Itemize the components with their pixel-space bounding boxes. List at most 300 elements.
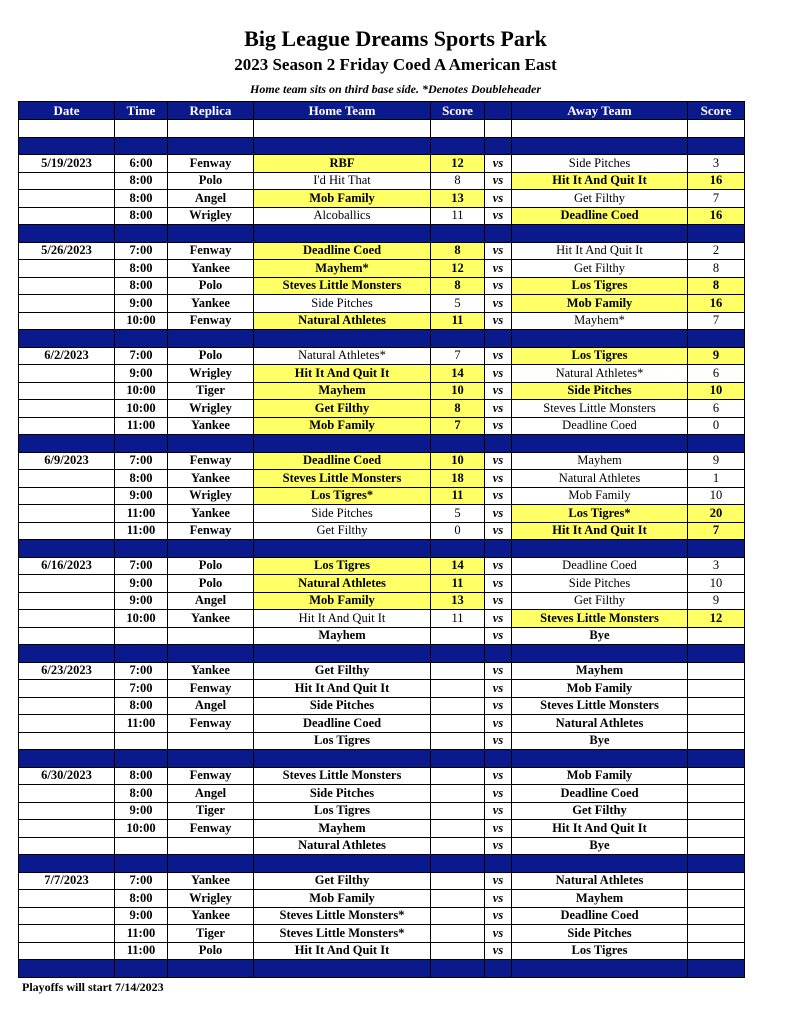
field-cell: Polo <box>168 942 254 960</box>
week-separator <box>19 540 745 558</box>
time-cell: 11:00 <box>115 942 168 960</box>
time-cell: 9:00 <box>115 575 168 593</box>
away-score-cell: 7 <box>688 312 745 330</box>
date-cell <box>19 890 115 908</box>
vs-cell: vs <box>485 697 512 715</box>
date-cell <box>19 382 115 400</box>
away-score-cell <box>688 697 745 715</box>
week-separator-cell <box>19 137 115 155</box>
time-cell: 7:00 <box>115 680 168 698</box>
home-team-cell: Get Filthy <box>254 400 431 418</box>
field-cell: Fenway <box>168 522 254 540</box>
home-score-cell <box>431 697 485 715</box>
week-separator-cell <box>19 750 115 768</box>
game-row <box>19 820 745 838</box>
week-separator <box>19 330 745 348</box>
game-row <box>19 802 745 820</box>
col-header-date: Date <box>19 102 115 120</box>
away-score-cell: 3 <box>688 557 745 575</box>
away-score-cell: 16 <box>688 172 745 190</box>
field-cell <box>168 837 254 855</box>
away-team-cell: Mob Family <box>512 680 688 698</box>
week-separator-cell <box>512 855 688 873</box>
field-cell: Wrigley <box>168 890 254 908</box>
home-team-cell: Steves Little Monsters <box>254 470 431 488</box>
field-cell: Polo <box>168 172 254 190</box>
away-score-cell <box>688 837 745 855</box>
week-separator-cell <box>688 855 745 873</box>
home-score-cell <box>431 627 485 645</box>
home-score-cell <box>431 680 485 698</box>
col-header-away-score: Score <box>688 102 745 120</box>
week-separator <box>19 960 745 978</box>
week-separator-cell <box>512 540 688 558</box>
blank-row-cell <box>168 120 254 138</box>
home-score-cell: 11 <box>431 207 485 225</box>
week-separator-cell <box>688 330 745 348</box>
field-cell: Wrigley <box>168 365 254 383</box>
week-separator-cell <box>168 540 254 558</box>
vs-cell: vs <box>485 382 512 400</box>
week-separator-cell <box>254 435 431 453</box>
away-score-cell <box>688 925 745 943</box>
date-cell <box>19 522 115 540</box>
time-cell: 7:00 <box>115 347 168 365</box>
vs-cell: vs <box>485 925 512 943</box>
week-separator-cell <box>168 330 254 348</box>
vs-cell: vs <box>485 890 512 908</box>
time-cell: 9:00 <box>115 592 168 610</box>
away-team-cell: Natural Athletes <box>512 715 688 733</box>
time-cell: 6:00 <box>115 155 168 173</box>
week-separator-cell <box>485 435 512 453</box>
week-separator-cell <box>485 960 512 978</box>
field-cell: Polo <box>168 277 254 295</box>
home-score-cell: 5 <box>431 505 485 523</box>
home-score-cell <box>431 872 485 890</box>
week-separator-cell <box>688 960 745 978</box>
home-team-cell: Steves Little Monsters <box>254 767 431 785</box>
week-separator-cell <box>688 225 745 243</box>
home-score-cell <box>431 767 485 785</box>
week-separator-cell <box>431 960 485 978</box>
week-separator-cell <box>431 330 485 348</box>
away-team-cell: Mayhem <box>512 662 688 680</box>
blank-row-cell <box>115 120 168 138</box>
home-team-cell: Natural Athletes* <box>254 347 431 365</box>
week-separator-cell <box>19 645 115 663</box>
home-score-cell: 5 <box>431 295 485 313</box>
date-cell: 6/23/2023 <box>19 662 115 680</box>
home-team-cell: Side Pitches <box>254 785 431 803</box>
week-separator-cell <box>512 645 688 663</box>
vs-cell: vs <box>485 715 512 733</box>
vs-cell: vs <box>485 260 512 278</box>
field-cell: Fenway <box>168 452 254 470</box>
date-cell <box>19 785 115 803</box>
game-row <box>19 365 745 383</box>
week-separator-cell <box>254 750 431 768</box>
field-cell <box>168 732 254 750</box>
home-team-cell: Deadline Coed <box>254 242 431 260</box>
week-separator-cell <box>254 225 431 243</box>
game-row <box>19 942 745 960</box>
week-separator-cell <box>688 540 745 558</box>
time-cell: 8:00 <box>115 260 168 278</box>
week-separator <box>19 137 745 155</box>
date-cell <box>19 925 115 943</box>
col-header-home-team: Home Team <box>254 102 431 120</box>
game-row <box>19 680 745 698</box>
week-separator-cell <box>254 645 431 663</box>
date-cell <box>19 312 115 330</box>
date-cell <box>19 907 115 925</box>
date-cell <box>19 610 115 628</box>
date-cell <box>19 837 115 855</box>
vs-cell: vs <box>485 575 512 593</box>
away-score-cell: 10 <box>688 382 745 400</box>
week-separator-cell <box>431 645 485 663</box>
away-team-cell: Get Filthy <box>512 592 688 610</box>
away-team-cell: Mayhem* <box>512 312 688 330</box>
week-separator <box>19 855 745 873</box>
field-cell: Fenway <box>168 680 254 698</box>
home-team-cell: Hit It And Quit It <box>254 680 431 698</box>
date-cell <box>19 680 115 698</box>
header-row <box>19 102 745 120</box>
home-team-cell: I'd Hit That <box>254 172 431 190</box>
home-score-cell: 13 <box>431 190 485 208</box>
home-score-cell: 8 <box>431 172 485 190</box>
page-title: Big League Dreams Sports Park <box>244 26 547 51</box>
home-team-note: Home team sits on third base side. *Denotes Doubleheader <box>250 82 541 96</box>
week-separator-cell <box>19 960 115 978</box>
date-cell <box>19 487 115 505</box>
week-separator-cell <box>19 855 115 873</box>
home-score-cell: 14 <box>431 365 485 383</box>
away-score-cell <box>688 872 745 890</box>
away-team-cell: Bye <box>512 732 688 750</box>
away-team-cell: Mob Family <box>512 487 688 505</box>
away-score-cell <box>688 732 745 750</box>
vs-cell: vs <box>485 417 512 435</box>
game-row <box>19 382 745 400</box>
home-score-cell <box>431 662 485 680</box>
game-row <box>19 767 745 785</box>
away-team-cell: Los Tigres <box>512 942 688 960</box>
home-team-cell: Los Tigres <box>254 732 431 750</box>
week-separator <box>19 225 745 243</box>
time-cell: 11:00 <box>115 417 168 435</box>
home-score-cell: 18 <box>431 470 485 488</box>
away-score-cell <box>688 715 745 733</box>
home-score-cell <box>431 802 485 820</box>
game-row <box>19 697 745 715</box>
week-separator-cell <box>115 960 168 978</box>
field-cell: Yankee <box>168 417 254 435</box>
home-team-cell: Natural Athletes <box>254 575 431 593</box>
home-score-cell <box>431 820 485 838</box>
away-team-cell: Natural Athletes <box>512 470 688 488</box>
game-row <box>19 260 745 278</box>
field-cell: Polo <box>168 557 254 575</box>
game-row <box>19 557 745 575</box>
week-separator-cell <box>115 137 168 155</box>
away-score-cell <box>688 820 745 838</box>
home-team-cell: Alcoballics <box>254 207 431 225</box>
home-team-cell: Steves Little Monsters <box>254 277 431 295</box>
away-team-cell: Deadline Coed <box>512 785 688 803</box>
home-team-cell: Hit It And Quit It <box>254 610 431 628</box>
week-separator-cell <box>254 855 431 873</box>
game-row <box>19 575 745 593</box>
date-cell <box>19 277 115 295</box>
time-cell: 7:00 <box>115 242 168 260</box>
time-cell: 8:00 <box>115 785 168 803</box>
home-team-cell: Natural Athletes <box>254 312 431 330</box>
field-cell <box>168 627 254 645</box>
away-score-cell: 6 <box>688 365 745 383</box>
home-team-cell: Mayhem <box>254 820 431 838</box>
game-row <box>19 470 745 488</box>
home-score-cell: 7 <box>431 347 485 365</box>
away-team-cell: Deadline Coed <box>512 417 688 435</box>
away-team-cell: Bye <box>512 627 688 645</box>
time-cell: 9:00 <box>115 907 168 925</box>
week-separator-cell <box>115 225 168 243</box>
away-score-cell: 9 <box>688 347 745 365</box>
game-row <box>19 662 745 680</box>
time-cell: 10:00 <box>115 382 168 400</box>
away-score-cell: 8 <box>688 277 745 295</box>
time-cell: 8:00 <box>115 207 168 225</box>
vs-cell: vs <box>485 767 512 785</box>
date-cell <box>19 190 115 208</box>
home-score-cell: 11 <box>431 487 485 505</box>
away-score-cell: 16 <box>688 207 745 225</box>
game-row <box>19 715 745 733</box>
week-separator-cell <box>485 540 512 558</box>
vs-cell: vs <box>485 610 512 628</box>
away-score-cell: 7 <box>688 522 745 540</box>
week-separator <box>19 645 745 663</box>
week-separator-cell <box>431 137 485 155</box>
home-team-cell: Steves Little Monsters* <box>254 925 431 943</box>
game-row <box>19 872 745 890</box>
home-score-cell <box>431 732 485 750</box>
week-separator-cell <box>485 225 512 243</box>
week-separator-cell <box>485 645 512 663</box>
away-score-cell <box>688 767 745 785</box>
blank-row-cell <box>512 120 688 138</box>
week-separator-cell <box>115 330 168 348</box>
game-row <box>19 312 745 330</box>
vs-cell: vs <box>485 155 512 173</box>
field-cell: Yankee <box>168 505 254 523</box>
home-score-cell <box>431 715 485 733</box>
away-team-cell: Hit It And Quit It <box>512 820 688 838</box>
game-row <box>19 417 745 435</box>
week-separator <box>19 750 745 768</box>
time-cell: 10:00 <box>115 312 168 330</box>
home-score-cell <box>431 785 485 803</box>
game-row <box>19 505 745 523</box>
game-row <box>19 487 745 505</box>
date-cell <box>19 820 115 838</box>
away-score-cell: 20 <box>688 505 745 523</box>
away-score-cell: 1 <box>688 470 745 488</box>
time-cell: 11:00 <box>115 925 168 943</box>
week-separator-cell <box>254 960 431 978</box>
home-team-cell: Deadline Coed <box>254 715 431 733</box>
time-cell: 7:00 <box>115 452 168 470</box>
field-cell: Wrigley <box>168 400 254 418</box>
field-cell: Fenway <box>168 312 254 330</box>
home-score-cell: 7 <box>431 417 485 435</box>
vs-cell: vs <box>485 592 512 610</box>
home-score-cell: 8 <box>431 400 485 418</box>
field-cell: Fenway <box>168 715 254 733</box>
away-score-cell: 12 <box>688 610 745 628</box>
away-team-cell: Get Filthy <box>512 802 688 820</box>
date-cell <box>19 365 115 383</box>
away-score-cell: 9 <box>688 592 745 610</box>
vs-cell: vs <box>485 680 512 698</box>
home-team-cell: Mayhem <box>254 382 431 400</box>
vs-cell: vs <box>485 907 512 925</box>
vs-cell: vs <box>485 732 512 750</box>
away-team-cell: Side Pitches <box>512 155 688 173</box>
field-cell: Yankee <box>168 295 254 313</box>
home-team-cell: Mayhem <box>254 627 431 645</box>
date-cell <box>19 592 115 610</box>
away-team-cell: Bye <box>512 837 688 855</box>
away-team-cell: Deadline Coed <box>512 557 688 575</box>
time-cell: 7:00 <box>115 557 168 575</box>
game-row <box>19 347 745 365</box>
field-cell: Tiger <box>168 925 254 943</box>
home-score-cell: 10 <box>431 452 485 470</box>
away-score-cell <box>688 680 745 698</box>
time-cell: 8:00 <box>115 172 168 190</box>
week-separator-cell <box>688 435 745 453</box>
game-row <box>19 207 745 225</box>
away-team-cell: Steves Little Monsters <box>512 697 688 715</box>
week-separator-cell <box>19 540 115 558</box>
date-cell <box>19 172 115 190</box>
home-team-cell: Mob Family <box>254 190 431 208</box>
vs-cell: vs <box>485 942 512 960</box>
date-cell: 6/9/2023 <box>19 452 115 470</box>
week-separator-cell <box>512 330 688 348</box>
away-team-cell: Los Tigres <box>512 277 688 295</box>
week-separator-cell <box>688 137 745 155</box>
week-separator-cell <box>485 855 512 873</box>
game-row <box>19 890 745 908</box>
col-header-replica: Replica <box>168 102 254 120</box>
away-score-cell <box>688 942 745 960</box>
week-separator-cell <box>431 855 485 873</box>
week-separator-cell <box>115 435 168 453</box>
date-cell <box>19 470 115 488</box>
home-score-cell: 11 <box>431 312 485 330</box>
week-separator-cell <box>431 750 485 768</box>
date-cell: 6/16/2023 <box>19 557 115 575</box>
blank-row-cell <box>485 120 512 138</box>
week-separator-cell <box>688 645 745 663</box>
home-team-cell: Mob Family <box>254 890 431 908</box>
game-row <box>19 732 745 750</box>
away-team-cell: Side Pitches <box>512 575 688 593</box>
field-cell: Tiger <box>168 802 254 820</box>
vs-cell: vs <box>485 487 512 505</box>
away-score-cell <box>688 627 745 645</box>
week-separator-cell <box>115 855 168 873</box>
away-team-cell: Mob Family <box>512 767 688 785</box>
away-score-cell: 10 <box>688 575 745 593</box>
away-score-cell: 8 <box>688 260 745 278</box>
away-score-cell <box>688 802 745 820</box>
time-cell <box>115 732 168 750</box>
date-cell <box>19 697 115 715</box>
time-cell: 7:00 <box>115 662 168 680</box>
away-team-cell: Natural Athletes* <box>512 365 688 383</box>
vs-cell: vs <box>485 627 512 645</box>
date-cell <box>19 715 115 733</box>
away-team-cell: Side Pitches <box>512 925 688 943</box>
home-score-cell <box>431 942 485 960</box>
week-separator-cell <box>19 225 115 243</box>
home-team-cell: Side Pitches <box>254 505 431 523</box>
time-cell: 9:00 <box>115 295 168 313</box>
game-row <box>19 837 745 855</box>
time-cell <box>115 837 168 855</box>
away-score-cell: 7 <box>688 190 745 208</box>
week-separator-cell <box>254 330 431 348</box>
vs-cell: vs <box>485 837 512 855</box>
date-cell <box>19 732 115 750</box>
home-team-cell: Side Pitches <box>254 697 431 715</box>
game-row <box>19 295 745 313</box>
field-cell: Yankee <box>168 907 254 925</box>
time-cell: 11:00 <box>115 715 168 733</box>
vs-cell: vs <box>485 522 512 540</box>
away-team-cell: Los Tigres* <box>512 505 688 523</box>
week-separator-cell <box>168 137 254 155</box>
date-cell <box>19 627 115 645</box>
home-team-cell: Los Tigres <box>254 557 431 575</box>
date-cell <box>19 942 115 960</box>
away-team-cell: Natural Athletes <box>512 872 688 890</box>
date-cell: 5/19/2023 <box>19 155 115 173</box>
week-separator-cell <box>168 435 254 453</box>
home-score-cell: 8 <box>431 277 485 295</box>
field-cell: Wrigley <box>168 487 254 505</box>
week-separator-cell <box>485 137 512 155</box>
away-score-cell <box>688 785 745 803</box>
time-cell: 8:00 <box>115 190 168 208</box>
date-cell <box>19 207 115 225</box>
time-cell: 10:00 <box>115 400 168 418</box>
home-team-cell: Side Pitches <box>254 295 431 313</box>
week-separator-cell <box>168 855 254 873</box>
game-row <box>19 907 745 925</box>
vs-cell: vs <box>485 242 512 260</box>
home-score-cell: 12 <box>431 260 485 278</box>
field-cell: Fenway <box>168 242 254 260</box>
away-team-cell: Mob Family <box>512 295 688 313</box>
blank-row-cell <box>431 120 485 138</box>
